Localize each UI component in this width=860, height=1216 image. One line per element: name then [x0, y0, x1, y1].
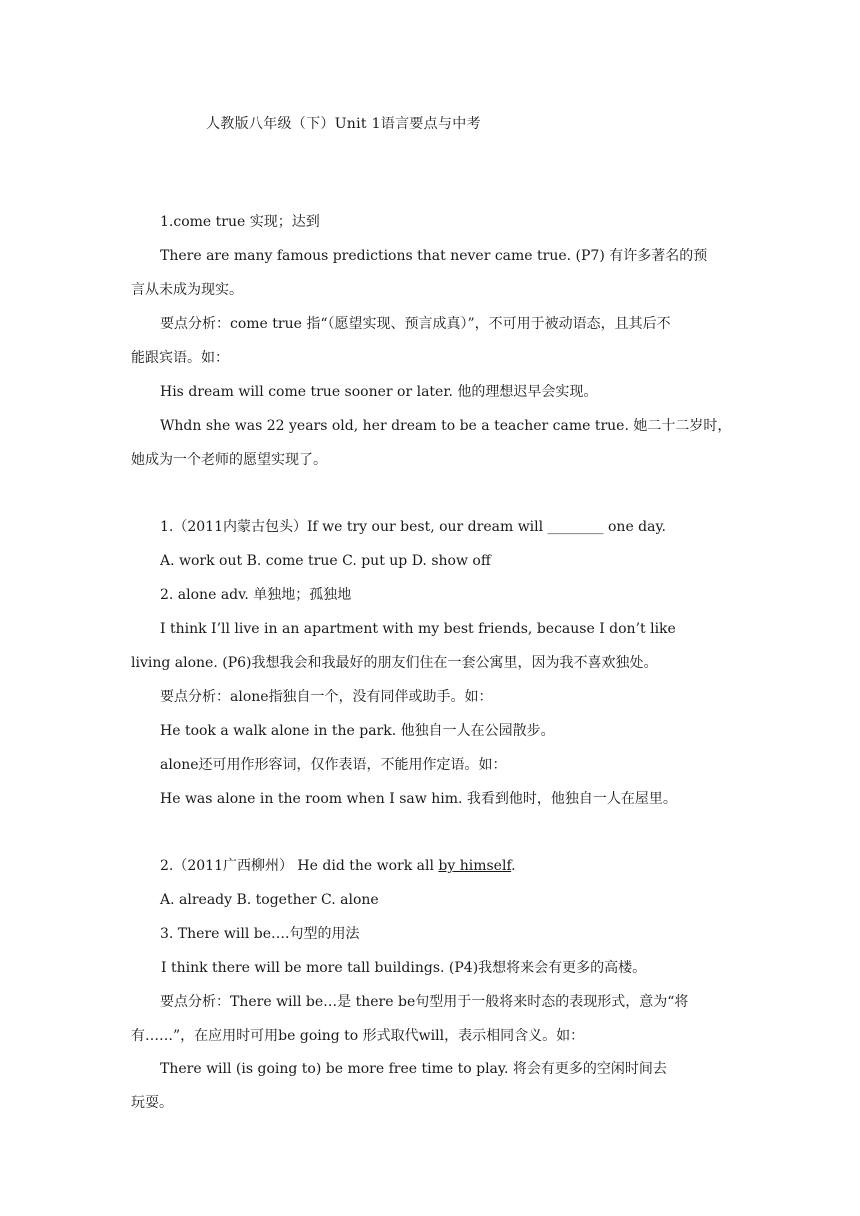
exercise-options: A. work out B. come true C. put up D. show off [160, 553, 491, 569]
section-heading-alone: 2. alone adv. 单独地；孤独地 [160, 587, 352, 603]
section-heading-there-will-be: 3. There will be….句型的用法 [160, 926, 360, 942]
paragraph-line: His dream will come true sooner or later. 他的理想迟早会实现。 [160, 384, 598, 400]
paragraph-line: 要点分析：come true 指“（愿望实现、预言成真）”，不可用于被动语态，且其后不 [160, 316, 671, 332]
exercise-question [160, 856, 516, 876]
exercise-question: 1.（2011内蒙古包头）If we try our best, our dream will ________ one day. [160, 519, 666, 535]
exercise-options: A. already B. together C. alone [160, 892, 379, 908]
paragraph-line: 言从未成为现实。 [131, 282, 243, 298]
paragraph-line: He took a walk alone in the park. 他独自一人在公园散步。 [160, 723, 555, 739]
paragraph-line: 玩耍。 [131, 1095, 173, 1111]
question-text: 2.（2011广西柳州） He did the work all [160, 858, 439, 874]
underlined-phrase: by himself [438, 858, 512, 874]
paragraph-line: I think I’ll live in an apartment with my best friends, because I don’t like [160, 621, 676, 637]
paragraph-line: He was alone in the room when I saw him. 我看到他时，他独自一人在屋里。 [160, 791, 677, 807]
paragraph-line: 能跟宾语。如： [131, 350, 229, 366]
section-heading-come-true: 1.come true 实现；达到 [160, 214, 320, 230]
paragraph-line: alone还可用作形容词，仅作表语，不能用作定语。如： [160, 757, 507, 773]
paragraph-line: 她成为一个老师的愿望实现了。 [131, 452, 327, 468]
paragraph-line: There will (is going to) be more free time to play. 将会有更多的空闲时间去 [160, 1061, 667, 1077]
paragraph-line: living alone. (P6)我想我会和我最好的朋友们住在一套公寓里，因为我不喜欢独处。 [131, 655, 658, 671]
paragraph-line: 要点分析：alone指独自一个，没有同伴或助手。如： [160, 689, 493, 705]
paragraph-line: Whdn she was 22 years old, her dream to be a teacher came true. 她二十二岁时， [160, 418, 732, 434]
paragraph-line: There are many famous predictions that never came true. (P7) 有许多著名的预 [160, 248, 708, 264]
question-end: . [511, 858, 516, 874]
paragraph-line: I think there will be more tall buildings. (P4)我想将来会有更多的高楼。 [161, 960, 647, 976]
document-title: 人教版八年级（下）Unit 1语言要点与中考 [206, 116, 481, 132]
paragraph-line: 要点分析：There will be…是 there be句型用于一般将来时态的表现形式，意为“将 [160, 994, 689, 1010]
paragraph-line: 有……”，在应用时可用be going to 形式取代will，表示相同含义。如： [131, 1028, 585, 1044]
